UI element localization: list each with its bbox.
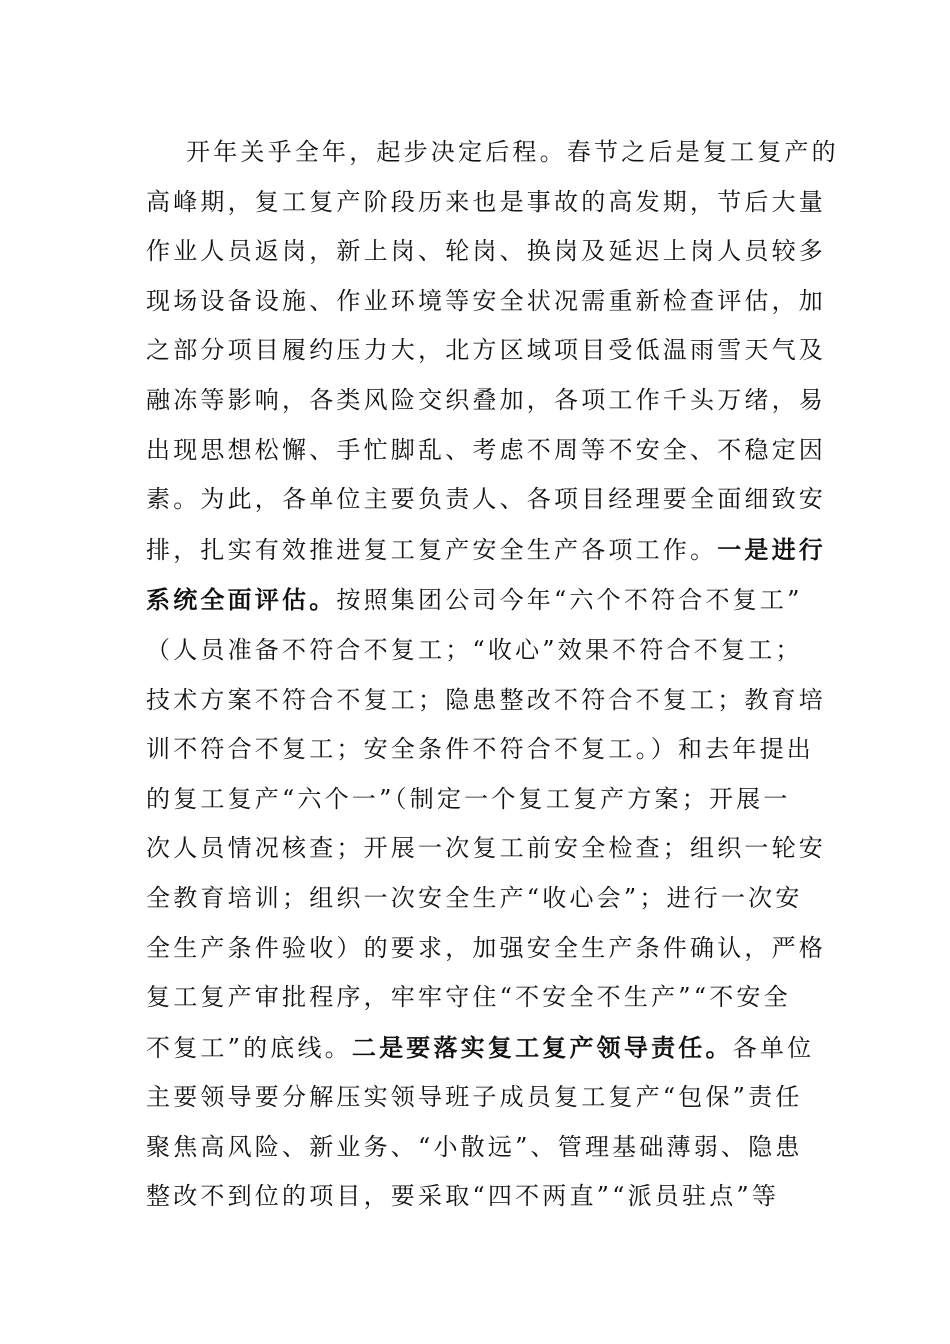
body-paragraph — [146, 128, 839, 1222]
text-line: 不复工”的底线。二是要落实复工复产领导责任。各单位 — [146, 1032, 815, 1062]
text-line: 素。为此，各单位主要负责人、各项目经理要全面细致安 — [146, 485, 826, 514]
text-line: 开年关乎全年，起步决定后程。春节之后是复工复产的 — [186, 138, 839, 166]
text-line: 之部分项目履约压力大，北方区域项目受低温雨雪天气及 — [146, 336, 826, 365]
text-line: 的复工复产“六个一”（制定一个复工复产方案；开展一 — [146, 784, 791, 813]
text-line: 高峰期，复工复产阶段历来也是事故的高发期，节后大量 — [146, 187, 826, 216]
text-line: 系统全面评估。按照集团公司今年“六个不符合不复工” — [146, 585, 803, 615]
text-line: 复工复产审批程序，牢牢守住“不安全不生产”“不安全 — [146, 983, 791, 1012]
text-line: 融冻等影响，各类风险交织叠加，各项工作千头万绪，易 — [146, 385, 826, 414]
text-line: 现场设备设施、作业环境等安全状况需重新检查评估，加 — [146, 286, 826, 315]
text-line: 出现思想松懈、手忙脚乱、考虑不周等不安全、不稳定因 — [146, 435, 826, 464]
text-line: 聚焦高风险、新业务、“小散远”、管理基础薄弱、隐患 — [146, 1132, 803, 1161]
bold-heading-one: 一是进行 — [717, 534, 827, 564]
text-line: （人员准备不符合不复工；“收心”效果不符合不复工； — [146, 635, 803, 664]
text-line: 全生产条件验收）的要求，加强安全生产条件确认，严格 — [146, 933, 826, 962]
text-line: 全教育培训；组织一次安全生产“收心会”；进行一次安 — [146, 883, 803, 912]
text-line: 训不符合不复工；安全条件不符合不复工。）和去年提出 — [146, 735, 814, 764]
bold-heading-one-cont: 系统全面评估。 — [146, 585, 337, 615]
text-line: 整改不到位的项目，要采取“四不两直”“派员驻点”等 — [146, 1182, 780, 1211]
text-line: 作业人员返岗，新上岗、轮岗、换岗及延迟上岗人员较多 — [146, 237, 826, 266]
text-line: 主要领导要分解压实领导班子成员复工复产“包保”责任 — [146, 1083, 803, 1112]
text-line: 排，扎实有效推进复工复产安全生产各项工作。一是进行 — [146, 534, 827, 564]
text-line: 次人员情况核查；开展一次复工前安全检查；组织一轮安 — [146, 834, 826, 863]
text-line: 技术方案不符合不复工；隐患整改不符合不复工；教育培 — [146, 685, 826, 714]
bold-heading-two: 二是要落实复工复产领导责任。 — [351, 1032, 733, 1062]
